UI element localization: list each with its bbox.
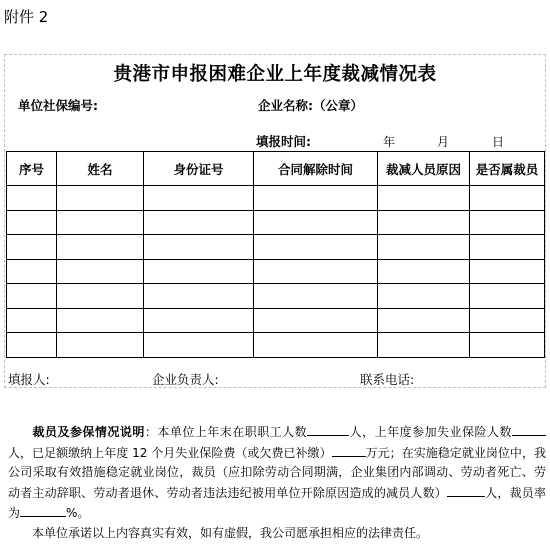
explanation-paragraph <box>8 422 546 524</box>
header-index: 序号 <box>7 152 57 186</box>
year-label: 年 <box>383 135 396 149</box>
table-row <box>7 259 545 284</box>
table-cell[interactable] <box>144 235 254 260</box>
form-title: 贵港市申报困难企业上年度裁减情况表 <box>113 64 437 85</box>
table-cell[interactable] <box>378 186 470 211</box>
header-is-layoff: 是否属裁员 <box>470 152 545 186</box>
table-cell[interactable] <box>254 186 378 211</box>
note-text: 人，裁员率为 <box>8 485 546 520</box>
explanation-note <box>8 422 546 543</box>
table-cell[interactable] <box>254 235 378 260</box>
table-row <box>7 284 545 309</box>
table-row <box>7 210 545 235</box>
table-cell[interactable] <box>144 186 254 211</box>
table-cell[interactable] <box>57 308 144 333</box>
table-cell[interactable] <box>470 210 545 235</box>
table-cell[interactable] <box>254 333 378 358</box>
blank-line[interactable] <box>307 422 349 436</box>
table-cell[interactable] <box>378 333 470 358</box>
note-text: 人，上年度参加失业保险人数 <box>349 425 512 439</box>
header-id-number: 身份证号 <box>144 152 254 186</box>
table-cell[interactable] <box>7 308 57 333</box>
day-label: 日 <box>492 135 505 149</box>
blank-line[interactable] <box>332 443 366 457</box>
table-row <box>7 186 545 211</box>
header-contract-end-time: 合同解除时间 <box>254 152 378 186</box>
table-cell[interactable] <box>57 186 144 211</box>
attachment-label: 附件 2 <box>4 8 49 26</box>
table-cell[interactable] <box>144 210 254 235</box>
table-cell[interactable] <box>57 284 144 309</box>
fill-time-label: 填报时间: <box>256 134 311 149</box>
table-row <box>7 308 545 333</box>
note-text: 人，已足额缴纳上年度 12 个月失业保险费（或欠费已补缴） <box>8 445 332 460</box>
table-cell[interactable] <box>7 259 57 284</box>
table-cell[interactable] <box>470 284 545 309</box>
table-cell[interactable] <box>254 308 378 333</box>
note-text: 万元；在实施稳定就业岗位中，我公司采取有效措施稳定就业岗位，裁员（应扣除劳动合同期满，企业集团内部调动、劳动者死亡、劳动者主动辞职、劳动者退休、劳动者违法违纪被用单位开除原因造成的减员人数） <box>8 445 546 500</box>
table-cell[interactable] <box>57 210 144 235</box>
table-cell[interactable] <box>144 308 254 333</box>
table-header-row <box>7 152 545 186</box>
blank-line[interactable] <box>20 503 66 517</box>
social-security-no-label: 单位社保编号: <box>18 98 98 113</box>
table-cell[interactable] <box>144 259 254 284</box>
layoff-table <box>6 151 545 358</box>
responsible-person-label: 企业负责人: <box>152 372 219 387</box>
table-cell[interactable] <box>470 259 545 284</box>
table-cell[interactable] <box>144 284 254 309</box>
table-cell[interactable] <box>470 333 545 358</box>
table-row <box>7 333 545 358</box>
company-name-label: 企业名称:（公章） <box>258 98 363 113</box>
blank-line[interactable] <box>512 422 546 436</box>
table-cell[interactable] <box>378 308 470 333</box>
header-name: 姓名 <box>57 152 144 186</box>
table-cell[interactable] <box>7 210 57 235</box>
table-cell[interactable] <box>470 235 545 260</box>
table-cell[interactable] <box>7 186 57 211</box>
note-text: %。 <box>66 506 90 520</box>
table-cell[interactable] <box>378 259 470 284</box>
table-cell[interactable] <box>378 210 470 235</box>
promise-text: 本单位承诺以上内容真实有效，如有虚假，我公司愿承担相应的法律责任。 <box>32 525 429 540</box>
table-cell[interactable] <box>378 235 470 260</box>
table-cell[interactable] <box>7 284 57 309</box>
table-cell[interactable] <box>378 284 470 309</box>
table-cell[interactable] <box>57 259 144 284</box>
table-cell[interactable] <box>254 284 378 309</box>
phone-label: 联系电话: <box>360 372 415 387</box>
table-cell[interactable] <box>254 259 378 284</box>
table-cell[interactable] <box>57 235 144 260</box>
table-cell[interactable] <box>470 186 545 211</box>
table-cell[interactable] <box>7 333 57 358</box>
table-row <box>7 235 545 260</box>
table-cell[interactable] <box>470 308 545 333</box>
table-cell[interactable] <box>144 333 254 358</box>
note-text: ：本单位上年末在职职工人数 <box>144 425 308 439</box>
promise-paragraph <box>8 524 546 544</box>
filler-label: 填报人: <box>8 372 50 387</box>
table-cell[interactable] <box>7 235 57 260</box>
note-heading: 裁员及参保情况说明 <box>32 425 145 439</box>
blank-line[interactable] <box>447 483 485 497</box>
table-cell[interactable] <box>57 333 144 358</box>
table-cell[interactable] <box>254 210 378 235</box>
month-label: 月 <box>437 135 450 149</box>
header-layoff-reason: 裁减人员原因 <box>378 152 470 186</box>
